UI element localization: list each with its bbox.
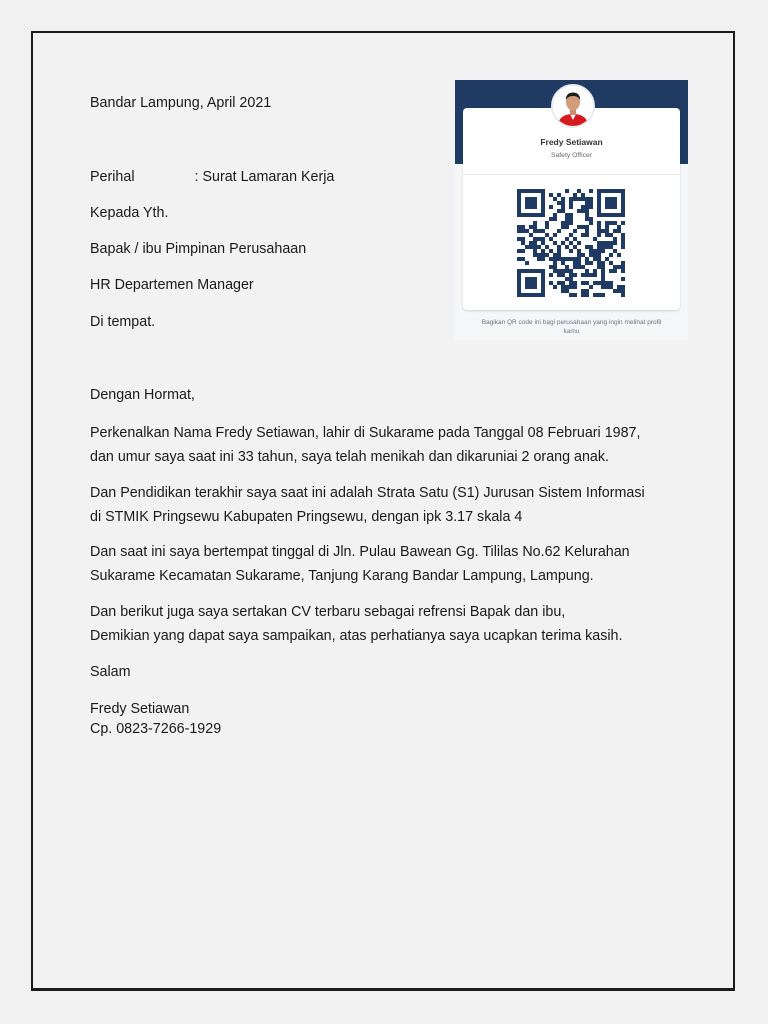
signature-name: Fredy Setiawan <box>90 701 190 717</box>
paragraph-3-line-1: Dan saat ini saya bertempat tinggal di Jln. Pulau Bawean Gg. Tililas No.62 Kelurahan <box>90 544 630 560</box>
recipient-line-1: Kepada Yth. <box>90 205 169 221</box>
subject-label: Perihal <box>90 169 135 185</box>
card-profile-role: Safety Officer <box>550 152 593 159</box>
avatar <box>551 84 595 128</box>
phone-number: Cp. 0823-7266-1929 <box>90 721 222 737</box>
greeting: Dengan Hormat, <box>90 387 195 403</box>
recipient-line-3: HR Departemen Manager <box>90 277 254 293</box>
card-caption: Bagikan QR code ini bagi perusahaan yang ingin melihat profil kamu <box>481 319 662 335</box>
paragraph-3-line-2: Sukarame Kecamatan Sukarame, Tanjung Karang Bandar Lampung, Lampung. <box>90 568 594 584</box>
paragraph-2-line-2: di STMIK Pringsewu Kabupaten Pringsewu, dengan ipk 3.17 skala 4 <box>90 509 523 525</box>
recipient-line-4: Di tempat. <box>90 314 156 330</box>
paragraph-2-line-1: Dan Pendidikan terakhir saya saat ini adalah Strata Satu (S1) Jurusan Sistem Informasi <box>90 485 645 501</box>
paragraph-1-line-1: Perkenalkan Nama Fredy Setiawan, lahir di Sukarame pada Tanggal 08 Februari 1987, <box>90 425 641 441</box>
paragraph-4-line-1: Dan berikut juga saya sertakan CV terbaru sebagai refrensi Bapak dan ibu, <box>90 604 566 620</box>
profile-qr-card <box>455 80 688 340</box>
card-divider <box>463 174 680 175</box>
place-date: Bandar Lampung, April 2021 <box>90 95 272 111</box>
qr-code <box>517 189 625 297</box>
subject-value: : Surat Lamaran Kerja <box>194 169 335 185</box>
card-profile-name: Fredy Setiawan <box>540 137 603 147</box>
recipient-line-2: Bapak / ibu Pimpinan Perusahaan <box>90 241 307 257</box>
subject-line <box>90 165 334 189</box>
avatar-photo <box>553 86 593 126</box>
paragraph-1-line-2: dan umur saya saat ini 33 tahun, saya telah menikah dan dikaruniai 2 orang anak. <box>90 449 609 465</box>
closing: Salam <box>90 664 131 680</box>
paragraph-4-line-2: Demikian yang dapat saya sampaikan, atas perhatianya saya ucapkan terima kasih. <box>90 628 623 644</box>
